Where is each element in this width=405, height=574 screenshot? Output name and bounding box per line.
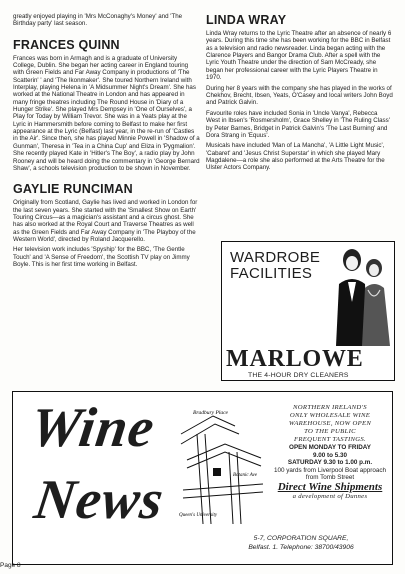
wine-title: Wine bbox=[26, 397, 159, 459]
heading-gaylie-runciman: GAYLIE RUNCIMAN bbox=[13, 182, 133, 197]
linda-bio-4: Musicals have included 'Man of La Mancha', 'A Little Light Music', 'Cabaret' and 'Jesus Christ Superstar' in which she played Mary Magdalene—a role she also performed at the Arts Theatre for the Ulster Actors Company. bbox=[206, 142, 385, 172]
wine-address bbox=[213, 534, 389, 552]
map-label-2: Botanic Ave bbox=[233, 473, 257, 478]
promo-line: TO THE PUBLIC bbox=[304, 428, 356, 435]
marlowe-advertisement bbox=[221, 241, 395, 381]
brand-subline: a development of Dunnes bbox=[292, 492, 368, 500]
hours-line: OPEN MONDAY TO FRIDAY bbox=[289, 444, 371, 451]
news-title: News bbox=[30, 469, 168, 531]
marlowe-logo: MARLOWE bbox=[226, 346, 364, 372]
right-column bbox=[206, 13, 393, 175]
address-line-2: Belfast. 1. Telephone: 38700/43906 bbox=[248, 544, 354, 551]
couple-illustration bbox=[322, 242, 395, 346]
heading-linda-wray: LINDA WRAY bbox=[206, 13, 287, 27]
wine-news-advertisement bbox=[12, 391, 393, 565]
address-line-1: 5-7, CORPORATION SQUARE, bbox=[253, 535, 349, 542]
heading-frances-quinn: FRANCES QUINN bbox=[13, 37, 120, 52]
location-map bbox=[173, 404, 269, 532]
hours-line: 9.00 to 5.30 bbox=[313, 451, 347, 459]
direct-wine-brand: Direct Wine Shipments bbox=[277, 480, 383, 493]
linda-bio-3: Favourite roles have included Sonia in 'Uncle Vanya', Rebecca West in Ibsen's 'Rosmersholm', Grace Shelley in 'The Ruling Class' by Peter Barnes, Bridget in Patrick Galvin's 'The Last Burning' and Dora Strang in 'Equus'. bbox=[206, 109, 390, 139]
map-label-3: Queen's University bbox=[179, 513, 218, 518]
parking-note: 100 yards from Liverpool Boat approach from Tomb Street bbox=[273, 466, 386, 482]
shop-location-marker bbox=[213, 468, 221, 476]
map-label-1: Bradbury Place bbox=[193, 410, 228, 416]
hours-line: SATURDAY 9.30 to 1.00 p.m. bbox=[287, 459, 373, 467]
intro-paragraph: greatly enjoyed playing in 'Mrs McConaghy's Money' and 'The Birthday party' last season. bbox=[13, 13, 183, 28]
gaylie-bio-1: Originally from Scotland, Gaylie has lived and worked in London for the last seven years. She started with the 'Smallest Show on Earth' Touring Circus—as a magician's assistant and a circus ghost. She has also worked at the Royal Court and Traverse Theatres as well as the Green Fields and Far Away Company in 'The Playboy of the Western World', directed by Roland Jacquerello. bbox=[13, 199, 198, 243]
page-number: Page 8 bbox=[0, 562, 21, 569]
wardrobe-word: WARDROBE bbox=[230, 249, 321, 266]
frances-bio: Frances was born in Armagh and is a graduate of University College, Dublin. She began her acting career in England touring with Green Fields and Far Away Company in productions of 'The Scatterin' ' and 'The Ikonmaker'. She toured Northern Ireland with Interplay, playing Helena in 'A Midsummer Night's Dream'. She has worked at the National Theatre in London and has appeared in many fringe theatres including The Round House in 'Diary of a Hunger Strike'. She played Mrs Dempsey in 'One of Ourselves', a Play for Today by William Trevor. She was in a Yeats play at the Lyric in Hammersmith before coming to Belfast to make her first appearance at the Lyric (Belfast) last year, in the re-run of 'Castles in the Air'. Since then, she has played Minnie Powell in 'Shadow of a Gunman', Theresa in 'Tea in a China Cup' and Eliza in 'Pygmalion'. She recently played Kate in 'Hitler's The Boy', a radio play by John Rooney and will be heard doing the commentary in 'George Bernard Shaw', a schools television production to be shown in November. bbox=[13, 54, 200, 172]
wardrobe-facilities-heading bbox=[230, 250, 320, 282]
promo-line: NORTHERN IRELAND'S bbox=[293, 404, 367, 411]
gaylie-bio-2: Her television work includes 'Spyship' for the BBC, 'The Gentle Touch' and 'A Sense of Freedom', the Scottish TV play on Jimmy Boyle. This is her first time working in Belfast. bbox=[13, 246, 190, 269]
wine-promo-text bbox=[269, 404, 391, 501]
linda-bio-1: Linda Wray returns to the Lyric Theatre after an absence of nearly 6 years. During this time she has been working for the BBC in Belfast as a television and radio newsreader. Linda began acting with the Clarence Players and Bangor Drama Club. After a spell with the Lyric Youth Theatre under the direction of Sam McCready, she began her professional career with the Lyric Players Theatre in 1970. bbox=[206, 30, 392, 82]
promo-line: FREQUENT TASTINGS. bbox=[293, 436, 367, 443]
promo-line: ONLY WHOLESALE WINE bbox=[289, 412, 371, 419]
facilities-word: FACILITIES bbox=[230, 265, 313, 282]
promo-line: WAREHOUSE, NOW OPEN bbox=[288, 420, 372, 427]
linda-bio-2: During her 8 years with the company she has played in the works of Chekhov, Brecht, Ibsen, Yeats, O'Casey and local writers John Boyd and Patrick Galvin. bbox=[206, 84, 393, 107]
left-column bbox=[13, 13, 200, 272]
marlowe-tagline: THE 4-HOUR DRY CLEANERS bbox=[248, 372, 349, 379]
